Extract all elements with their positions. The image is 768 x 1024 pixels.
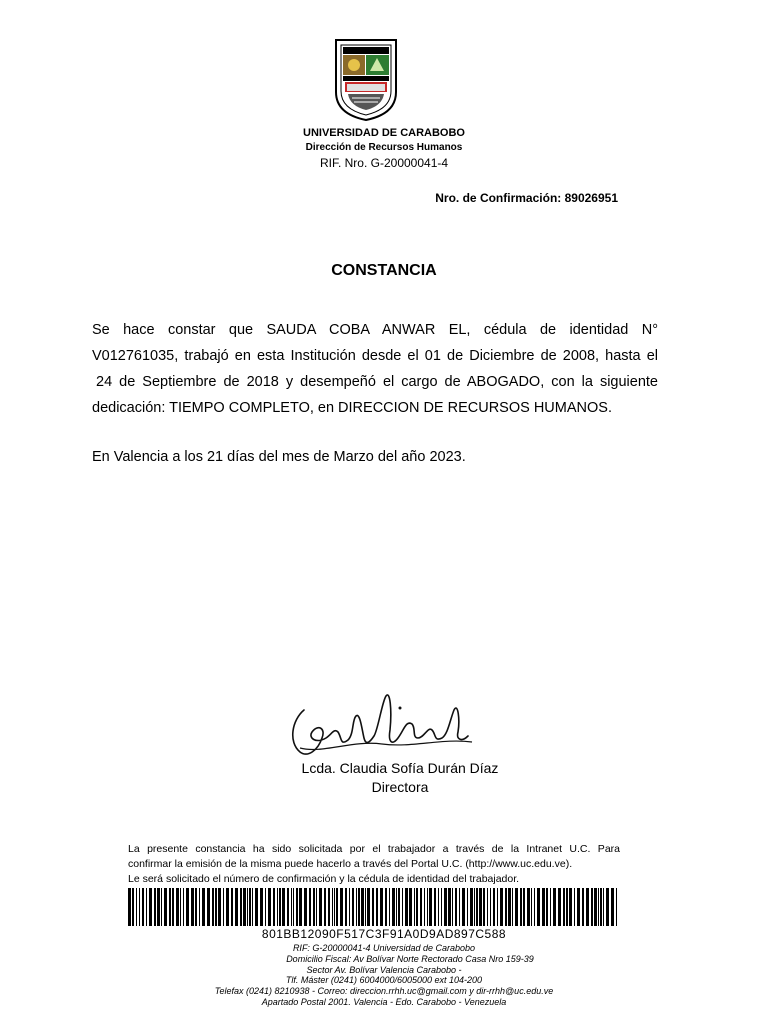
barcode-bar	[586, 888, 589, 926]
barcode-bar	[409, 888, 412, 926]
body-line: 24 de Septiembre de 2018 y desempeñó el cargo de ABOGADO, con la siguiente	[96, 374, 658, 390]
barcode-bar	[287, 888, 289, 926]
barcode-bar	[345, 888, 347, 926]
barcode-bar	[416, 888, 418, 926]
barcode-bar	[149, 888, 152, 926]
barcode-bar	[427, 888, 428, 926]
barcode-bar	[309, 888, 311, 926]
barcode-bar	[396, 888, 397, 926]
barcode-bar	[291, 888, 292, 926]
barcode-bar	[577, 888, 580, 926]
barcode-bar	[487, 888, 488, 926]
barcode-bar	[372, 888, 374, 926]
barcode-bar	[299, 888, 302, 926]
barcode-bar	[279, 888, 281, 926]
barcode-bar	[459, 888, 460, 926]
barcode-bar	[183, 888, 184, 926]
barcode-bar	[128, 888, 131, 926]
barcode-bar	[146, 888, 147, 926]
barcode-bar	[582, 888, 584, 926]
barcode-bar	[340, 888, 343, 926]
barcode-bar	[434, 888, 436, 926]
barcode-bar	[316, 888, 317, 926]
barcode-bar	[603, 888, 604, 926]
city-date-line: En Valencia a los 21 días del mes de Marzo del año 2023.	[92, 449, 466, 465]
confirmation-number: Nro. de Confirmación: 89026951	[435, 191, 618, 205]
barcode-bar	[223, 888, 224, 926]
barcode-bar	[356, 888, 357, 926]
barcode-bar	[550, 888, 551, 926]
footer-line: Telefax (0241) 8210938 - Correo: direccion.rrhh.uc@gmail.com y dir-rrhh@uc.edu.ve	[214, 986, 554, 997]
university-seal	[334, 38, 398, 122]
barcode-bar	[523, 888, 525, 926]
barcode-bar	[235, 888, 238, 926]
barcode-bar	[328, 888, 330, 926]
department-name: Dirección de Recursos Humanos	[305, 142, 463, 153]
barcode-bar	[195, 888, 197, 926]
barcode-bar	[591, 888, 593, 926]
barcode-bar	[398, 888, 400, 926]
notice-line: La presente constancia ha sido solicitada por el trabajador a través de la Intranet U.C. Para	[128, 843, 620, 855]
barcode-bar	[542, 888, 545, 926]
barcode-bar	[455, 888, 457, 926]
institution-name: UNIVERSIDAD DE CARABOBO	[303, 127, 465, 139]
barcode-bar	[215, 888, 217, 926]
barcode-bar	[611, 888, 614, 926]
barcode-bar	[508, 888, 511, 926]
barcode-bar	[558, 888, 561, 926]
barcode-bar	[202, 888, 205, 926]
barcode-bar	[176, 888, 179, 926]
barcode-bar	[414, 888, 415, 926]
barcode-bar	[367, 888, 370, 926]
barcode-bar	[332, 888, 333, 926]
barcode-bar	[349, 888, 350, 926]
barcode-bar	[252, 888, 253, 926]
barcode-bar	[402, 888, 403, 926]
barcode-bar	[293, 888, 294, 926]
barcode-bar	[444, 888, 447, 926]
barcode-bar	[569, 888, 572, 926]
barcode-bar	[136, 888, 137, 926]
barcode-bar	[505, 888, 507, 926]
document-title: CONSTANCIA	[331, 262, 437, 279]
barcode-bar	[553, 888, 556, 926]
barcode-bar	[448, 888, 451, 926]
barcode-bar	[172, 888, 174, 926]
barcode-bar	[512, 888, 513, 926]
barcode-bar	[265, 888, 266, 926]
barcode-bar	[260, 888, 263, 926]
barcode-bar	[537, 888, 540, 926]
barcode-bar	[515, 888, 518, 926]
barcode-bar	[479, 888, 482, 926]
barcode-bar	[606, 888, 609, 926]
barcode-bar	[334, 888, 335, 926]
barcode-bar	[358, 888, 360, 926]
barcode-bar	[218, 888, 221, 926]
barcode-bar	[226, 888, 229, 926]
barcode-bar	[361, 888, 364, 926]
footer-line: Sector Av. Bolívar Valencia Carabobo -	[306, 964, 462, 975]
footer-line: RIF: G-20000041-4 Universidad de Carabobo	[292, 943, 476, 953]
barcode-bar	[139, 888, 140, 926]
barcode-bar	[191, 888, 194, 926]
barcode-bar	[169, 888, 171, 926]
barcode-bar	[365, 888, 366, 926]
barcode-bar	[462, 888, 465, 926]
barcode-bar	[240, 888, 242, 926]
barcode-bar	[470, 888, 473, 926]
barcode	[128, 888, 618, 926]
certificate-body	[92, 317, 658, 421]
barcode-bar	[352, 888, 354, 926]
barcode-bar	[424, 888, 425, 926]
barcode-bar	[207, 888, 210, 926]
barcode-bar	[336, 888, 338, 926]
barcode-bar	[600, 888, 602, 926]
barcode-bar	[199, 888, 200, 926]
barcode-bar	[474, 888, 475, 926]
barcode-bar	[376, 888, 378, 926]
barcode-bar	[616, 888, 617, 926]
barcode-bar	[268, 888, 271, 926]
barcode-bar	[563, 888, 565, 926]
barcode-bar	[598, 888, 599, 926]
footer-address	[0, 943, 768, 1008]
signer-role: Directora	[371, 779, 429, 795]
barcode-bar	[255, 888, 258, 926]
rif-number: RIF. Nro. G-20000041-4	[319, 156, 449, 170]
barcode-bar	[313, 888, 315, 926]
barcode-bar	[164, 888, 167, 926]
barcode-bar	[304, 888, 307, 926]
barcode-value: 801BB12090F517C3F91A0D9AD897C588	[261, 927, 507, 941]
barcode-bar	[277, 888, 278, 926]
barcode-bar	[566, 888, 568, 926]
barcode-bar	[594, 888, 597, 926]
footer-line: Apartado Postal 2001. Valencia - Edo. Carabobo - Venezuela	[261, 996, 507, 1007]
barcode-bar	[282, 888, 285, 926]
barcode-bar	[452, 888, 453, 926]
barcode-bar	[531, 888, 532, 926]
barcode-bar	[438, 888, 439, 926]
footer-line: Tlf. Máster (0241) 6004000/6005000 ext 104-200	[285, 975, 483, 986]
barcode-bar	[380, 888, 383, 926]
barcode-bar	[520, 888, 522, 926]
barcode-bar	[441, 888, 442, 926]
barcode-bar	[497, 888, 498, 926]
notice-line: Le será solicitado el número de confirmación y la cédula de identidad del trabajador.	[128, 873, 520, 885]
barcode-bar	[500, 888, 503, 926]
barcode-bar	[429, 888, 432, 926]
body-line: V012761035, trabajó en esta Institución desde el 01 de Diciembre de 2008, hasta el	[92, 348, 658, 364]
barcode-bar	[142, 888, 144, 926]
barcode-bar	[490, 888, 491, 926]
barcode-bar	[132, 888, 134, 926]
barcode-bar	[180, 888, 181, 926]
barcode-bar	[405, 888, 408, 926]
barcode-bar	[546, 888, 548, 926]
barcode-bar	[467, 888, 468, 926]
barcode-bar	[273, 888, 275, 926]
barcode-bar	[161, 888, 162, 926]
barcode-bar	[296, 888, 298, 926]
footer-line: Domicilio Fiscal: Av Bolívar Norte Rectorado Casa Nro 159-39	[286, 953, 534, 964]
barcode-bar	[534, 888, 535, 926]
notice-line: confirmar la emisión de la misma puede hacerlo a través del Portal U.C. (http://www.uc.edu.ve).	[128, 858, 573, 870]
barcode-bar	[483, 888, 485, 926]
barcode-bar	[389, 888, 390, 926]
barcode-bar	[319, 888, 322, 926]
barcode-bar	[249, 888, 251, 926]
barcode-bar	[420, 888, 422, 926]
barcode-bar	[324, 888, 326, 926]
barcode-bar	[154, 888, 156, 926]
barcode-bar	[476, 888, 478, 926]
barcode-bar	[385, 888, 387, 926]
barcode-bar	[186, 888, 189, 926]
barcode-bar	[243, 888, 246, 926]
verification-notice	[128, 842, 620, 887]
barcode-bar	[392, 888, 395, 926]
handwritten-signature	[282, 680, 482, 760]
barcode-bar	[231, 888, 233, 926]
barcode-bar	[247, 888, 248, 926]
barcode-bar	[157, 888, 160, 926]
barcode-bar	[212, 888, 214, 926]
body-line: dedicación: TIEMPO COMPLETO, en DIRECCION DE RECURSOS HUMANOS.	[92, 400, 612, 416]
signer-name: Lcda. Claudia Sofía Durán Díaz	[301, 760, 499, 776]
barcode-bar	[574, 888, 575, 926]
barcode-bar	[527, 888, 530, 926]
barcode-bar	[493, 888, 495, 926]
body-line: Se hace constar que SAUDA COBA ANWAR EL, cédula de identidad N°	[92, 322, 658, 338]
